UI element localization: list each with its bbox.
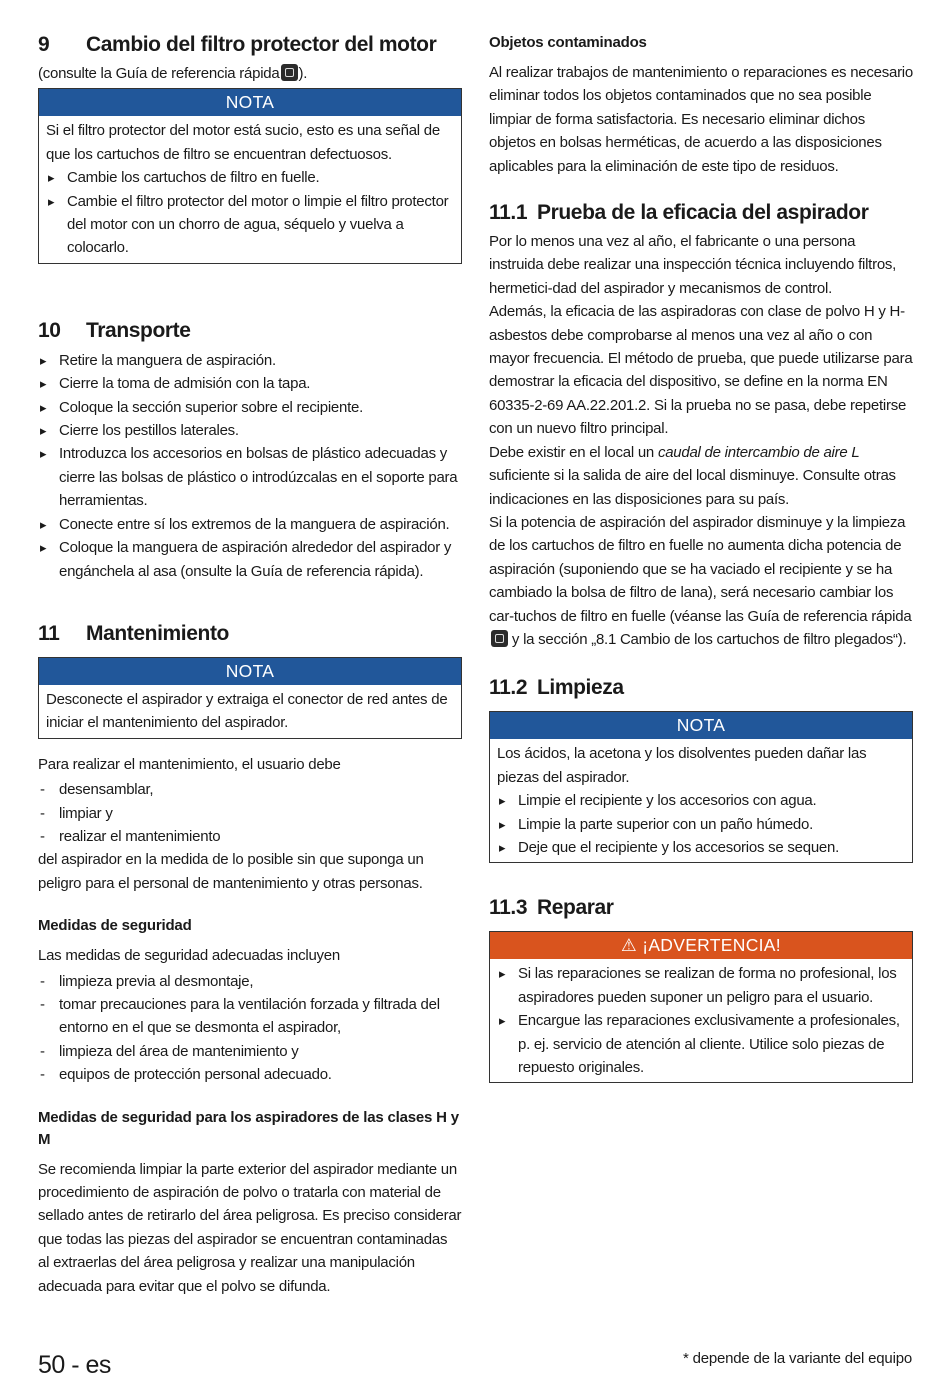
list-item: ▸ Retire la manguera de aspiración. <box>38 349 462 372</box>
maintenance-outro: del aspirador en la medida de lo posible sin que suponga un peligro para el personal de mantenimiento y otras personas. <box>38 851 424 892</box>
list-item: ▸ Cierre la toma de admisión con la tapa. <box>38 372 462 395</box>
list-item: - tomar precauciones para la ventilación forzada y filtrada del entorno en el que se desmonta el aspirador, <box>38 993 462 1040</box>
quick-reference-guide-icon <box>281 64 298 81</box>
efficacy-p2: Además, la eficacia de las aspiradoras con clase de polvo H y H-asbestos debe comprobarse al menos una vez al año o con mayor frecuencia. El método de prueba, que puede utilizarse para demostrar la eficacia del dispositivo, se define en la norma EN 60335-2-69 AA.22.201.2. Si la prueba no se pasa, debe repetirse con un nuevo filtro principal. <box>489 303 913 438</box>
p4-text-after: y la sección „8.1 Cambio de los cartuchos de filtro plegados“). <box>508 630 907 648</box>
note-box-maintenance <box>38 657 462 739</box>
safety-intro: Las medidas de seguridad adecuadas incluyen <box>38 947 340 965</box>
section-number: 11.1 <box>489 201 528 225</box>
maintenance-steps <box>38 778 462 848</box>
section-number: 9 <box>38 33 50 56</box>
section-number: 11 <box>38 621 60 645</box>
section-11-heading <box>38 619 462 649</box>
note-list <box>497 789 905 859</box>
contaminated-text: Al realizar trabajos de mantenimiento o reparaciones es necesario eliminar todos los objetos contaminados que no sea posible limpiar de forma satisfactoria. Es necesario eliminar dichos objetos en bolsas herméticas, de acuerdo a las disposiciones aplicables para la eliminación de este tipo de residuos. <box>489 64 913 175</box>
note-text: Si el filtro protector del motor está sucio, esto es una señal de que los cartuchos de filtro se encuentran defectuosos. <box>46 122 440 163</box>
list-item: - limpieza del área de mantenimiento y <box>38 1040 462 1063</box>
list-item: ▸ Encargue las reparaciones exclusivamente a profesionales, p. ej. servicio de atención al cliente. Utilice solo piezas de repuesto originales. <box>497 1009 905 1079</box>
note-header: NOTA <box>39 658 461 685</box>
section-title: Cambio del filtro protector del motor <box>86 33 437 56</box>
list-item: ▸ Coloque la manguera de aspiración alrededor del aspirador y engánchela al asa (onsulte la Guía de referencia rápida). <box>38 536 462 583</box>
list-item: ▸ Si las reparaciones se realizan de forma no profesional, los aspiradores pueden suponer un peligro para el usuario. <box>497 962 905 1009</box>
list-item: - limpieza previa al desmontaje, <box>38 970 462 993</box>
safety-list <box>38 970 462 1087</box>
list-item: - equipos de protección personal adecuado. <box>38 1063 462 1086</box>
warning-header: ⚠ ¡ADVERTENCIA! <box>490 932 912 959</box>
note-list <box>46 166 454 260</box>
footnote: * depende de la variante del equipo <box>682 1350 912 1367</box>
page-number: 50 - es <box>38 1351 111 1379</box>
section-title: Limpieza <box>537 676 624 700</box>
quick-ref-close: ). <box>298 65 308 82</box>
list-item: ▸ Cierre los pestillos laterales. <box>38 419 462 442</box>
efficacy-p3 <box>489 441 913 511</box>
section-9-heading <box>38 30 462 60</box>
note-box-filter <box>38 88 462 263</box>
note-box-cleaning <box>489 711 913 863</box>
note-body <box>39 685 461 738</box>
warning-box-repair <box>489 931 913 1083</box>
safety-hm-heading: Medidas de seguridad para los aspiradores de las clases H y M <box>38 1108 459 1148</box>
quick-ref-text: (consulte la Guía de referencia rápida <box>38 65 280 82</box>
list-item: ▸ Cambie los cartuchos de filtro en fuelle. <box>46 166 454 189</box>
section-number: 11.3 <box>489 896 528 920</box>
section-11-3-heading <box>489 893 913 923</box>
right-column <box>489 28 913 1083</box>
list-item: ▸ Cambie el filtro protector del motor o limpie el filtro protector del motor con un chorro de agua, séquelo y vuelva a colocarlo. <box>46 190 454 260</box>
section-number: 10 <box>38 318 61 342</box>
list-item: - realizar el mantenimiento <box>38 825 462 848</box>
efficacy-p1: Por lo menos una vez al año, el fabricante o una persona instruida debe realizar una inspección técnica incluyendo filtros, hermetici-dad del aspirador y mecanismos de control. <box>489 233 897 297</box>
list-item: - limpiar y <box>38 802 462 825</box>
list-item: ▸ Conecte entre sí los extremos de la manguera de aspiración. <box>38 513 462 536</box>
note-body <box>490 739 912 862</box>
section-title: Reparar <box>537 896 614 920</box>
contaminated-heading: Objetos contaminados <box>489 34 647 51</box>
quick-reference-guide-icon <box>491 630 508 647</box>
note-text: Los ácidos, la acetona y los disolventes pueden dañar las piezas del aspirador. <box>497 745 867 786</box>
note-body <box>39 116 461 262</box>
efficacy-p4 <box>489 511 913 651</box>
section-title: Mantenimiento <box>86 621 229 645</box>
transport-list <box>38 349 462 583</box>
list-item: ▸ Coloque la sección superior sobre el recipiente. <box>38 396 462 419</box>
note-header: NOTA <box>39 89 461 116</box>
left-column <box>38 28 462 1298</box>
warning-body <box>490 959 912 1082</box>
list-item: - desensamblar, <box>38 778 462 801</box>
list-item: ▸ Deje que el recipiente y los accesorios se sequen. <box>497 836 905 859</box>
section-number: 11.2 <box>489 676 528 700</box>
quick-ref-line <box>38 62 462 85</box>
safety-heading: Medidas de seguridad <box>38 917 192 935</box>
section-11-2-heading <box>489 673 913 703</box>
section-title: Prueba de la eficacia del aspirador <box>537 201 869 225</box>
p3-italic: caudal de intercambio de aire L <box>657 443 860 461</box>
section-title: Transporte <box>86 318 191 342</box>
safety-hm-text: Se recomienda limpiar la parte exterior del aspirador mediante un procedimiento de aspiración de polvo o tratarla con material de sellado antes de retirarlo del área peligrosa. Es preciso considerar que todas las piezas del aspirador se encuentran contaminadas al extraerlas del área peligrosa y realizar una manipulación adecuada para evitar que el polvo se difunda. <box>38 1160 462 1295</box>
note-header: NOTA <box>490 712 912 739</box>
list-item: ▸ Limpie el recipiente y los accesorios con agua. <box>497 789 905 812</box>
list-item: ▸ Limpie la parte superior con un paño húmedo. <box>497 813 905 836</box>
p3-text: Debe existir en el local un <box>489 443 658 461</box>
maintenance-intro: Para realizar el mantenimiento, el usuario debe <box>38 755 341 773</box>
warning-list <box>497 962 905 1079</box>
p4-text: Si la potencia de aspiración del aspirador disminuye y la limpieza de los cartuchos de filtro en fuelle no aumenta dicha potencia de aspiración (suponiendo que se ha vaciado el recipiente y se ha cambiado la bolsa de filtro de lana), será necesario cambiar los car-tuchos de filtro en fuelle (véanse las Guía de referencia rápida <box>489 513 912 625</box>
section-11-1-heading <box>489 198 913 228</box>
list-item: ▸ Introduzca los accesorios en bolsas de plástico adecuadas y cierre las bolsas de plástico o introdúzcalas en el soporte para herramientas. <box>38 442 462 512</box>
p3-text-after: suficiente si la salida de aire del local disminuye. Consulte otras indicaciones en las disposiciones para su país. <box>489 467 896 508</box>
note-text: Desconecte el aspirador y extraiga el conector de red antes de iniciar el mantenimiento del aspirador. <box>46 690 448 732</box>
section-10-heading <box>38 316 462 346</box>
